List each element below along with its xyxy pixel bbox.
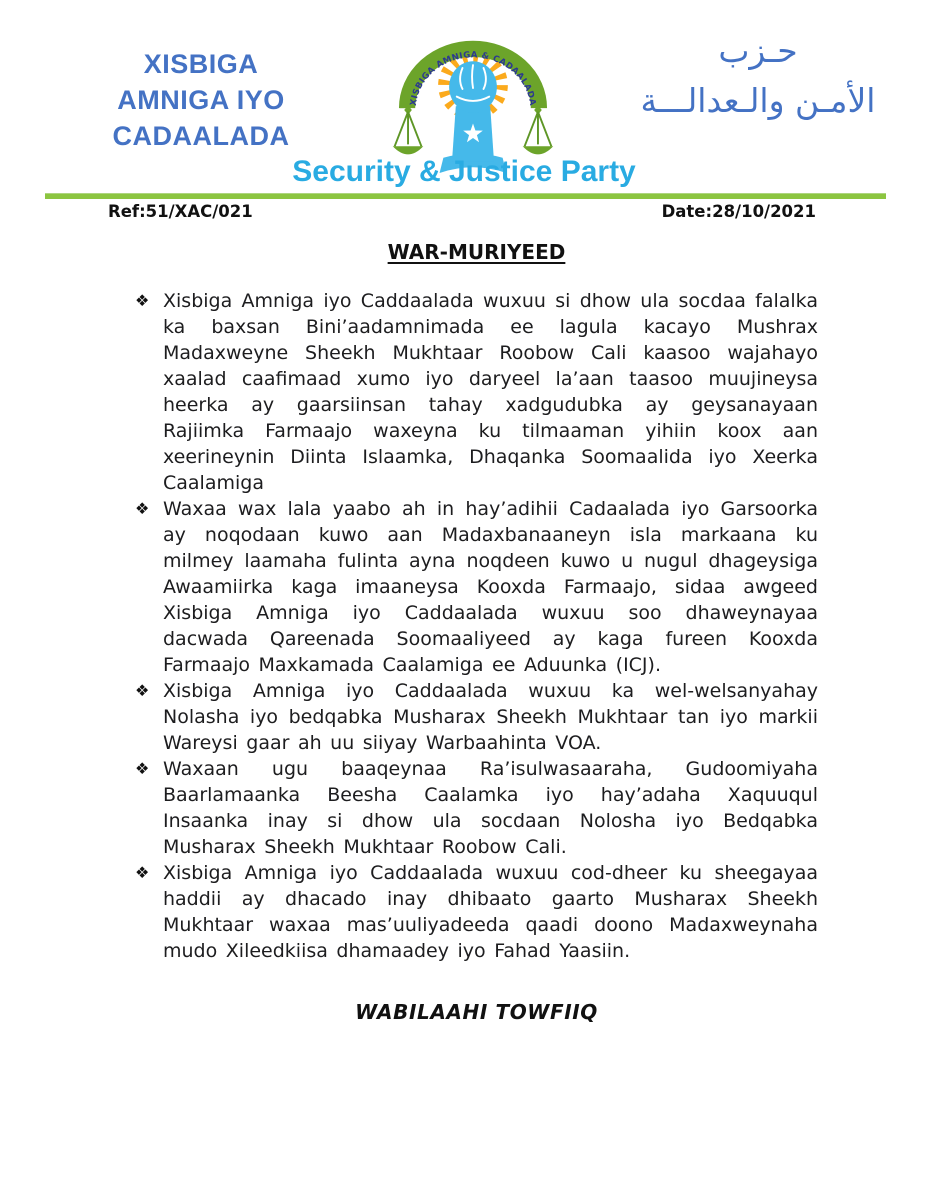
bullet-text: Xisbiga Amniga iyo Caddaalada wuxuu si dhow ula socdaa falalka ka baxsan Bini’aadamnimada ee lagula kacayo Mushrax Madaxweyne Sheekh Mukhtaar Roobow Cali kaasoo wajahayo xaalad caafimaad xumo iyo daryeel la’aan taasoo muujineysa heerka ay gaarsiinsan tahay xadgudubka ay geysanayaan Rajiimka Farmaajo waxeyna ku tilmaaman yihiin koox aan xeerineynin Diinta Islaamka, Dhaqanka Soomaalida iyo Xeerka Caalamiga — [163, 290, 818, 494]
ref-number: Ref:51/XAC/021 — [108, 202, 253, 221]
bullet-item — [135, 756, 818, 860]
bullet-item — [135, 288, 818, 496]
date: Date:28/10/2021 — [661, 202, 816, 221]
meta-row — [108, 202, 816, 221]
closing-text: WABILAAHI TOWFIIQ — [355, 1000, 598, 1024]
bullet-item — [135, 678, 818, 756]
bullet-item — [135, 496, 818, 678]
diamond-bullet-icon: ❖ — [135, 759, 150, 778]
document-title: WAR-MURIYEED — [387, 240, 566, 264]
party-name-somali-line1: XISBIGA — [143, 49, 259, 79]
party-name-arabic-line2: الأمـن والـعدالـــة — [640, 81, 876, 120]
bullet-text: Waxaan ugu baaqeynaa Ra’isulwasaaraha, Gudoomiyaha Baarlamaanka Beesha Caalamka iyo hay’adaha Xaquuqul Insaanka inay si dhow ula socdaan Nolosha iyo Bedqabka Musharax Sheekh Mukhtaar Roobow Cali. — [163, 758, 818, 858]
party-name-arabic — [608, 26, 908, 126]
bullet-text: Xisbiga Amniga iyo Caddaalada wuxuu ka wel-welsanyahay Nolasha iyo bedqabka Musharax Sheekh Mukhtaar tan iyo markii Wareysi gaar ah uu siiyay Warbaahinta VOA. — [163, 680, 818, 754]
party-name-english: Security & Justice Party — [292, 155, 636, 188]
party-name-arabic-line1: حـزب — [718, 31, 798, 70]
header-divider — [45, 193, 886, 199]
document-body — [135, 240, 818, 1024]
diamond-bullet-icon: ❖ — [135, 291, 150, 310]
bullet-list — [135, 288, 818, 964]
diamond-bullet-icon: ❖ — [135, 499, 150, 518]
diamond-bullet-icon: ❖ — [135, 681, 150, 700]
bullet-text: Waxaa wax lala yaabo ah in hay’adihii Cadaalada iyo Garsoorka ay noqodaan kuwo aan Madaxbanaaneyn isla markaana ku milmey laamaha fulinta ayna noqdeen kuwo u nugul dhageysiga Awaamiirka kaga imaaneysa Kooxda Farmaajo, sidaa awgeed Xisbiga Amniga iyo Caddaalada wuxuu soo dhaweynayaa dacwada Qareenada Soomaaliyeed ay kaga fureen Kooxda Farmaajo Maxkamada Caalamiga ee Aduunka (ICJ). — [163, 498, 818, 676]
bullet-text: Xisbiga Amniga iyo Caddaalada wuxuu cod-dheer ku sheegayaa haddii ay dhacado inay dhibaato gaarto Musharax Sheekh Mukhtaar waxaa mas’uuliyadeeda qaadi doono Madaxweynaha mudo Xileedkiisa dhamaadey iyo Fahad Yaasiin. — [163, 862, 818, 962]
party-logo-icon — [382, 24, 564, 174]
logo-arch-text: XISBIGA AMNIGA & CADAALADA — [408, 50, 538, 107]
party-name-somali — [28, 46, 374, 154]
diamond-bullet-icon: ❖ — [135, 863, 150, 882]
party-name-somali-line2: AMNIGA IYO CADAALADA — [112, 85, 290, 151]
bullet-item — [135, 860, 818, 964]
